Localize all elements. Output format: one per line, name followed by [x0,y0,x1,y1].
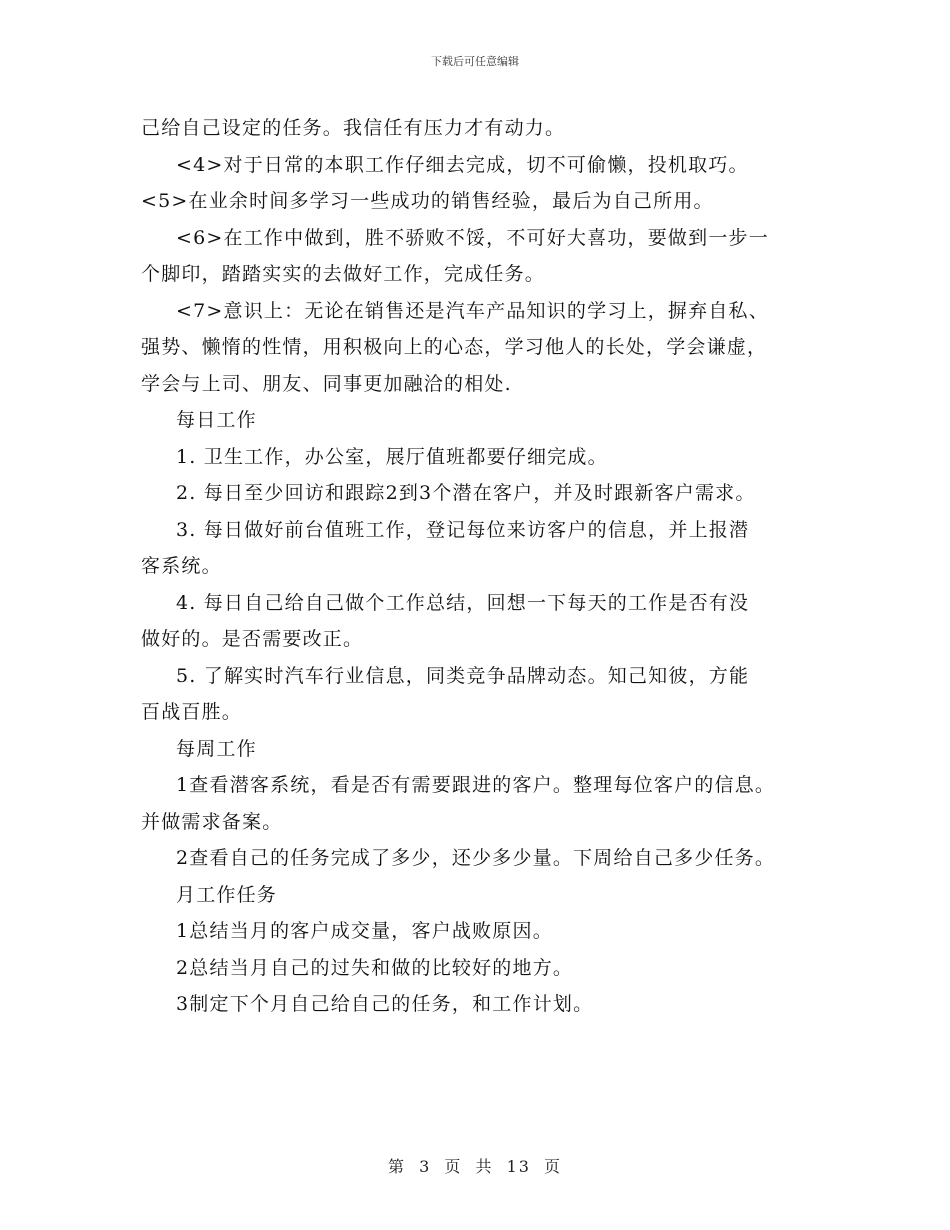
paragraph-line: 强势、懒惰的性情，用积极向上的心态，学习他人的长处，学会谦虚， [141,336,768,358]
list-item: 3制定下个月自己给自己的任务，和工作计划。 [176,993,594,1015]
paragraph-line: 己给自己设定的任务。我信任有压力才有动力。 [141,117,566,139]
paragraph-line: 个脚印，踏踏实实的去做好工作，完成任务。 [141,263,546,285]
list-item-continuation: 客系统。 [141,555,222,577]
total-pages: 13 [506,1157,531,1176]
list-item-continuation: 百战百胜。 [141,701,243,723]
paragraph-line: <5>在业余时间多学习一些成功的销售经验，最后为自己所用。 [141,190,714,212]
section-heading-daily: 每日工作 [176,409,257,431]
list-item: 2查看自己的任务完成了多少，还少多少量。下周给自己多少任务。 [176,847,776,869]
total-unit: 页 [544,1157,563,1176]
paragraph-line: <6>在工作中做到，胜不骄败不馁，不可好大喜功，要做到一步一 [176,226,769,249]
list-item: 2总结当月自己的过失和做的比较好的地方。 [176,956,574,979]
section-heading-weekly: 每周工作 [176,737,257,760]
list-item: 1查看潜客系统，看是否有需要跟进的客户。整理每位客户的信息。 [176,774,776,796]
total-label: 共 [475,1157,494,1176]
list-item: 5. 了解实时汽车行业信息，同类竞争品牌动态。知己知彼，方能 [176,664,750,687]
list-item: 1总结当月的客户成交量，客户战败原因。 [176,920,553,942]
page-unit: 页 [444,1157,463,1176]
paragraph-line: <4>对于日常的本职工作仔细去完成，切不可偷懒，投机取巧。 [176,153,749,176]
list-item: 1. 卫生工作，办公室，展厅值班都要仔细完成。 [176,445,608,468]
page-label: 第 [387,1157,406,1176]
list-item: 3. 每日做好前台值班工作，登记每位来访客户的信息，并上报潜 [176,518,750,541]
paragraph-line: 学会与上司、朋友、同事更加融洽的相处. [141,372,512,395]
list-item: 4. 每日自己给自己做个工作总结，回想一下每天的工作是否有没 [176,591,750,614]
page-header: 下载后可任意编辑 [431,55,519,68]
document-body [141,110,821,1023]
list-item-continuation: 并做需求备案。 [141,810,283,833]
list-item-continuation: 做好的。是否需要改正。 [141,628,364,650]
section-heading-monthly: 月工作任务 [176,883,278,906]
page-footer [0,1154,950,1177]
page-number: 3 [419,1157,432,1176]
list-item: 2. 每日至少回访和跟踪2到3个潜在客户，并及时跟新客户需求。 [176,482,756,504]
paragraph-line: <7>意识上：无论在销售还是汽车产品知识的学习上，摒弃自私、 [176,299,769,322]
